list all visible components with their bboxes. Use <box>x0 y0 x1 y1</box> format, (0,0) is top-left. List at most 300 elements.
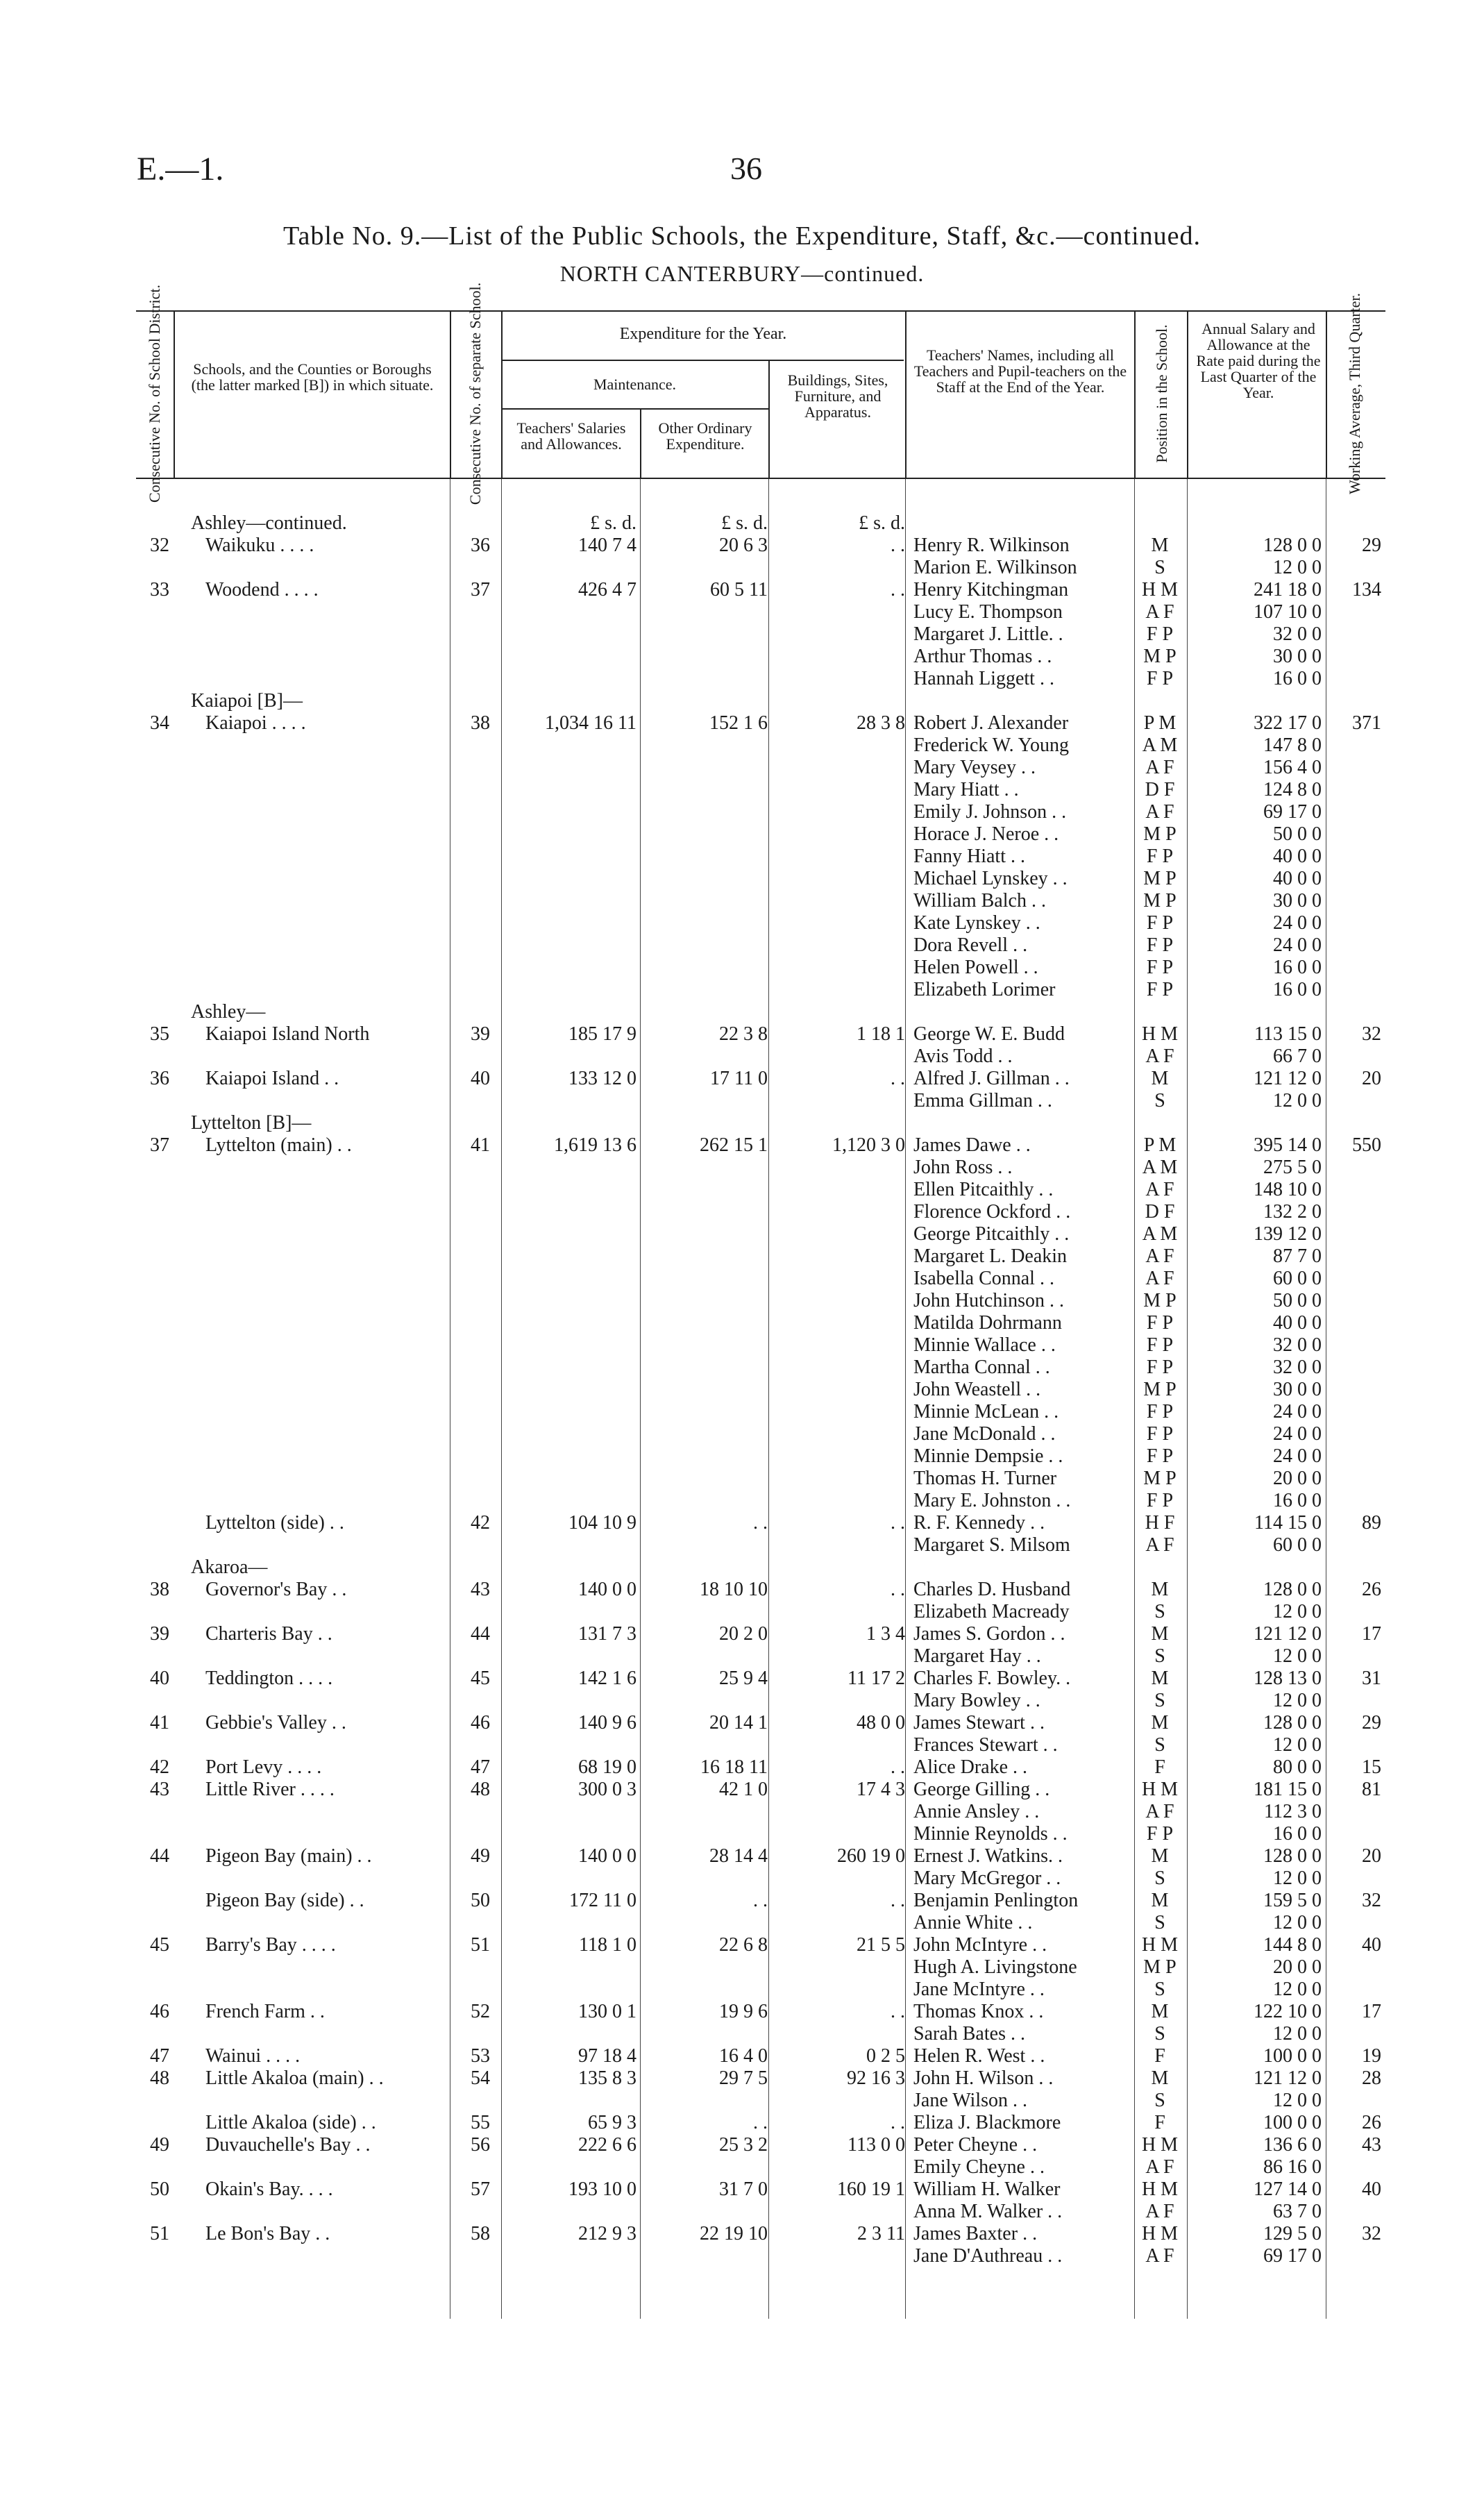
currency-header-salaries: £ s. d. <box>590 512 636 534</box>
buildings-cell: . . <box>891 2112 905 2133</box>
position-cell: P M <box>1143 1134 1177 1156</box>
teacher-name-cell: Henry R. Wilkinson <box>913 535 1070 556</box>
school-name-cell: French Farm . . <box>205 2001 325 2022</box>
other-expenditure-cell: 28 14 4 <box>709 1845 768 1867</box>
position-cell: A F <box>1145 1179 1174 1200</box>
annual-salary-cell: 12 0 0 <box>1273 1645 1322 1667</box>
table-row <box>0 1445 1484 1468</box>
teacher-name-cell: Marion E. Wilkinson <box>913 557 1077 578</box>
teacher-name-cell: Mary E. Johnston . . <box>913 1490 1071 1511</box>
district-no-cell: 38 <box>150 1579 169 1600</box>
table-subtitle: NORTH CANTERBURY—continued. <box>559 261 925 286</box>
buildings-cell: 260 19 0 <box>837 1845 905 1867</box>
buildings-cell: 160 19 1 <box>837 2179 905 2200</box>
buildings-cell: . . <box>891 1756 905 1778</box>
table-row <box>0 1690 1484 1712</box>
teacher-name-cell: Mary Hiatt . . <box>913 779 1019 800</box>
header-separate-no: Consecutive No. of separate School. <box>466 282 484 505</box>
teacher-name-cell: Jane D'Authreau . . <box>913 2245 1063 2267</box>
teacher-name-cell: James Stewart . . <box>913 1712 1045 1734</box>
table-row <box>0 1179 1484 1201</box>
position-cell: S <box>1154 2090 1165 2111</box>
position-cell: M <box>1151 1668 1169 1689</box>
currency-header-buildings: £ s. d. <box>859 512 905 534</box>
teacher-name-cell: Charles F. Bowley. . <box>913 1668 1071 1689</box>
buildings-cell: . . <box>891 1890 905 1911</box>
table-row <box>0 1268 1484 1290</box>
working-average-cell: 26 <box>1362 1579 1381 1600</box>
table-row <box>0 846 1484 868</box>
table-row <box>0 1090 1484 1112</box>
position-cell: H M <box>1141 2179 1179 2200</box>
buildings-cell: 28 3 8 <box>857 712 905 734</box>
position-cell: A F <box>1145 601 1174 623</box>
school-name-cell: Little River . . . . <box>205 1779 335 1800</box>
other-expenditure-cell: 20 2 0 <box>719 1623 768 1645</box>
position-cell: M <box>1151 1623 1169 1645</box>
page-number: 36 <box>730 151 762 186</box>
annual-salary-cell: 12 0 0 <box>1273 1912 1322 1933</box>
teacher-name-cell: Florence Ockford . . <box>913 1201 1071 1223</box>
table-row <box>0 1290 1484 1312</box>
teacher-name-cell: R. F. Kennedy . . <box>913 1512 1045 1534</box>
position-cell: D F <box>1145 779 1175 800</box>
table-row <box>0 2223 1484 2245</box>
other-expenditure-cell: 262 15 1 <box>700 1134 768 1156</box>
annual-salary-cell: 12 0 0 <box>1273 1090 1322 1111</box>
annual-salary-cell: 129 5 0 <box>1263 2223 1322 2244</box>
annual-salary-cell: 16 0 0 <box>1273 957 1322 978</box>
annual-salary-cell: 16 0 0 <box>1273 1823 1322 1845</box>
annual-salary-cell: 139 12 0 <box>1254 1223 1322 1245</box>
annual-salary-cell: 20 0 0 <box>1273 1956 1322 1978</box>
annual-salary-cell: 16 0 0 <box>1273 668 1322 689</box>
district-no-cell: 33 <box>150 579 169 601</box>
header-teachers: Teachers' Names, including all Teachers and Pupil-teachers on the Staff at the End of the Year. <box>913 346 1127 396</box>
salaries-cell: 426 4 7 <box>578 579 636 601</box>
teacher-name-cell: Kate Lynskey . . <box>913 912 1040 934</box>
school-name-cell: Lyttelton (side) . . <box>205 1512 344 1534</box>
table-row <box>0 601 1484 623</box>
position-cell: A M <box>1142 735 1178 756</box>
table-row <box>0 1401 1484 1423</box>
header-top-rule <box>136 310 1385 312</box>
table-row <box>0 512 1484 535</box>
teacher-name-cell: Hugh A. Livingstone <box>913 1956 1077 1978</box>
teacher-name-cell: Margaret Hay . . <box>913 1645 1041 1667</box>
teacher-name-cell: William Balch . . <box>913 890 1046 912</box>
position-cell: M P <box>1143 1956 1177 1978</box>
annual-salary-cell: 241 18 0 <box>1254 579 1322 601</box>
buildings-cell: 2 3 11 <box>857 2223 905 2244</box>
annual-salary-cell: 24 0 0 <box>1273 912 1322 934</box>
table-row <box>0 2001 1484 2023</box>
position-cell: F P <box>1146 979 1174 1000</box>
table-row <box>0 2201 1484 2223</box>
district-no-cell: 45 <box>150 1934 169 1956</box>
annual-salary-cell: 60 0 0 <box>1273 1534 1322 1556</box>
table-row <box>0 1890 1484 1912</box>
table-row <box>0 668 1484 690</box>
other-expenditure-cell: . . <box>753 2112 768 2133</box>
working-average-cell: 29 <box>1362 535 1381 556</box>
table-row <box>0 1979 1484 2001</box>
county-heading-cell: Ashley— <box>191 1001 266 1023</box>
position-cell: F P <box>1146 623 1174 645</box>
position-cell: M P <box>1143 823 1177 845</box>
teacher-name-cell: Frederick W. Young <box>913 735 1070 756</box>
school-name-cell: Kaiapoi . . . . <box>205 712 306 734</box>
teacher-name-cell: Benjamin Penlington <box>913 1890 1079 1911</box>
annual-salary-cell: 128 13 0 <box>1254 1668 1322 1689</box>
table-row <box>0 1357 1484 1379</box>
position-cell: F P <box>1146 1423 1174 1445</box>
other-expenditure-cell: 22 6 8 <box>719 1934 768 1956</box>
buildings-cell: . . <box>891 1579 905 1600</box>
position-cell: F P <box>1146 1357 1174 1378</box>
annual-salary-cell: 121 12 0 <box>1254 1623 1322 1645</box>
district-no-cell: 39 <box>150 1623 169 1645</box>
district-no-cell: 51 <box>150 2223 169 2244</box>
annual-salary-cell: 121 12 0 <box>1254 1068 1322 1089</box>
school-name-cell: Kaiapoi Island . . <box>205 1068 339 1089</box>
teacher-name-cell: Minnie Dempsie . . <box>913 1445 1063 1467</box>
district-no-cell: 50 <box>150 2179 169 2200</box>
table-row <box>0 1379 1484 1401</box>
buildings-cell: 1,120 3 0 <box>832 1134 905 1156</box>
teacher-name-cell: John McIntyre . . <box>913 1934 1047 1956</box>
other-expenditure-cell: 42 1 0 <box>719 1779 768 1800</box>
table-row <box>0 1245 1484 1268</box>
position-cell: H F <box>1145 1512 1175 1534</box>
annual-salary-cell: 63 7 0 <box>1273 2201 1322 2222</box>
position-cell: F P <box>1146 668 1174 689</box>
position-cell: H M <box>1141 1934 1179 1956</box>
other-expenditure-cell: 19 9 6 <box>719 2001 768 2022</box>
table-row <box>0 712 1484 735</box>
school-name-cell: Little Akaloa (main) . . <box>205 2067 384 2089</box>
separate-no-cell: 47 <box>471 1756 490 1778</box>
school-name-cell: Duvauchelle's Bay . . <box>205 2134 371 2156</box>
teacher-name-cell: James S. Gordon . . <box>913 1623 1065 1645</box>
buildings-cell: 113 0 0 <box>848 2134 905 2156</box>
salaries-cell: 1,619 13 6 <box>554 1134 636 1156</box>
position-cell: M P <box>1143 1468 1177 1489</box>
table-row <box>0 1334 1484 1357</box>
position-cell: A F <box>1145 757 1174 778</box>
annual-salary-cell: 20 0 0 <box>1273 1468 1322 1489</box>
teacher-name-cell: Hannah Liggett . . <box>913 668 1054 689</box>
separate-no-cell: 49 <box>471 1845 490 1867</box>
table-row <box>0 979 1484 1001</box>
header-school: Schools, and the Counties or Boroughs (the latter marked [B]) in which situate. <box>191 360 434 394</box>
annual-salary-cell: 156 4 0 <box>1263 757 1322 778</box>
table-row <box>0 1601 1484 1623</box>
other-expenditure-cell: 25 9 4 <box>719 1668 768 1689</box>
annual-salary-cell: 60 0 0 <box>1273 1268 1322 1289</box>
annual-salary-cell: 107 10 0 <box>1254 601 1322 623</box>
table-row <box>0 1579 1484 1601</box>
table-row <box>0 801 1484 823</box>
position-cell: S <box>1154 1867 1165 1889</box>
working-average-cell: 17 <box>1362 2001 1381 2022</box>
annual-salary-cell: 30 0 0 <box>1273 890 1322 912</box>
salaries-cell: 185 17 9 <box>568 1023 636 1045</box>
teacher-name-cell: Jane Wilson . . <box>913 2090 1028 2111</box>
working-average-cell: 81 <box>1362 1779 1381 1800</box>
school-name-cell: Okain's Bay. . . . <box>205 2179 333 2200</box>
district-no-cell: 48 <box>150 2067 169 2089</box>
separate-no-cell: 52 <box>471 2001 490 2022</box>
annual-salary-cell: 12 0 0 <box>1273 2023 1322 2045</box>
annual-salary-cell: 24 0 0 <box>1273 1445 1322 1467</box>
position-cell: M <box>1151 1579 1169 1600</box>
position-cell: S <box>1154 1645 1165 1667</box>
table-row <box>0 1157 1484 1179</box>
teacher-name-cell: Frances Stewart . . <box>913 1734 1058 1756</box>
annual-salary-cell: 124 8 0 <box>1263 779 1322 800</box>
annual-salary-cell: 12 0 0 <box>1273 2090 1322 2111</box>
county-heading-cell: Lyttelton [B]— <box>191 1112 312 1134</box>
position-cell: M P <box>1143 1379 1177 1400</box>
district-no-cell: 47 <box>150 2045 169 2067</box>
header-district-no: Consecutive No. of School District. <box>146 284 163 503</box>
teacher-name-cell: Peter Cheyne . . <box>913 2134 1038 2156</box>
col-divider <box>640 408 641 478</box>
teacher-name-cell: Emily J. Johnson . . <box>913 801 1067 823</box>
annual-salary-cell: 159 5 0 <box>1263 1890 1322 1911</box>
teacher-name-cell: William H. Walker <box>913 2179 1061 2200</box>
teacher-name-cell: Dora Revell . . <box>913 934 1028 956</box>
annual-salary-cell: 30 0 0 <box>1273 646 1322 667</box>
teacher-name-cell: Horace J. Neroe . . <box>913 823 1059 845</box>
working-average-cell: 43 <box>1362 2134 1381 2156</box>
other-expenditure-cell: . . <box>753 1890 768 1911</box>
teacher-name-cell: Helen Powell . . <box>913 957 1038 978</box>
position-cell: M <box>1151 2067 1169 2089</box>
separate-no-cell: 54 <box>471 2067 490 2089</box>
teacher-name-cell: Mary McGregor . . <box>913 1867 1061 1889</box>
working-average-cell: 32 <box>1362 2223 1381 2244</box>
table-row <box>0 1934 1484 1956</box>
teacher-name-cell: Emily Cheyne . . <box>913 2156 1045 2178</box>
position-cell: F P <box>1146 1334 1174 1356</box>
table-row <box>0 1046 1484 1068</box>
working-average-cell: 20 <box>1362 1845 1381 1867</box>
expenditure-rule <box>501 360 904 361</box>
other-expenditure-cell: 22 19 10 <box>700 2223 768 2244</box>
separate-no-cell: 37 <box>471 579 490 601</box>
teacher-name-cell: Isabella Connal . . <box>913 1268 1054 1289</box>
table-row <box>0 1845 1484 1867</box>
table-row <box>0 1712 1484 1734</box>
school-name-cell: Waikuku . . . . <box>205 535 314 556</box>
teacher-name-cell: Annie Ansley . . <box>913 1801 1040 1822</box>
col-divider <box>768 360 770 478</box>
teacher-name-cell: Arthur Thomas . . <box>913 646 1052 667</box>
position-cell: A F <box>1145 801 1174 823</box>
school-name-cell: Governor's Bay . . <box>205 1579 347 1600</box>
separate-no-cell: 55 <box>471 2112 490 2133</box>
table-row <box>0 890 1484 912</box>
table-row <box>0 1512 1484 1534</box>
other-expenditure-cell: 31 7 0 <box>719 2179 768 2200</box>
annual-salary-cell: 12 0 0 <box>1273 1690 1322 1711</box>
annual-salary-cell: 40 0 0 <box>1273 868 1322 889</box>
teacher-name-cell: Robert J. Alexander <box>913 712 1069 734</box>
working-average-cell: 26 <box>1362 2112 1381 2133</box>
teacher-name-cell: Margaret L. Deakin <box>913 1245 1068 1267</box>
position-cell: A M <box>1142 1223 1178 1245</box>
table-row <box>0 535 1484 557</box>
table-row <box>0 779 1484 801</box>
table-row <box>0 1823 1484 1845</box>
other-expenditure-cell: 17 11 0 <box>710 1068 768 1089</box>
annual-salary-cell: 147 8 0 <box>1263 735 1322 756</box>
separate-no-cell: 50 <box>471 1890 490 1911</box>
position-cell: S <box>1154 1601 1165 1622</box>
other-expenditure-cell: 16 18 11 <box>700 1756 768 1778</box>
position-cell: F P <box>1146 934 1174 956</box>
annual-salary-cell: 40 0 0 <box>1273 846 1322 867</box>
table-row <box>0 2045 1484 2067</box>
teacher-name-cell: Alfred J. Gillman . . <box>913 1068 1070 1089</box>
teacher-name-cell: Lucy E. Thompson <box>913 601 1063 623</box>
district-no-cell: 46 <box>150 2001 169 2022</box>
table-row <box>0 1956 1484 1979</box>
annual-salary-cell: 128 0 0 <box>1263 1579 1322 1600</box>
position-cell: F P <box>1146 912 1174 934</box>
annual-salary-cell: 128 0 0 <box>1263 1712 1322 1734</box>
teacher-name-cell: Annie White . . <box>913 1912 1033 1933</box>
working-average-cell: 550 <box>1352 1134 1381 1156</box>
table-row <box>0 735 1484 757</box>
table-row <box>0 690 1484 712</box>
working-average-cell: 32 <box>1362 1023 1381 1045</box>
teacher-name-cell: James Dawe . . <box>913 1134 1031 1156</box>
separate-no-cell: 58 <box>471 2223 490 2244</box>
position-cell: M P <box>1143 868 1177 889</box>
other-expenditure-cell: . . <box>753 1512 768 1534</box>
table-row <box>0 1801 1484 1823</box>
teacher-name-cell: Matilda Dohrmann <box>913 1312 1062 1334</box>
annual-salary-cell: 275 5 0 <box>1263 1157 1322 1178</box>
buildings-cell: 1 3 4 <box>866 1623 905 1645</box>
buildings-cell: 17 4 3 <box>857 1779 905 1800</box>
salaries-cell: 133 12 0 <box>568 1068 636 1089</box>
salaries-cell: 104 10 9 <box>568 1512 636 1534</box>
teacher-name-cell: Elizabeth Lorimer <box>913 979 1056 1000</box>
maintenance-rule <box>501 408 768 410</box>
salaries-cell: 222 6 6 <box>578 2134 636 2156</box>
header-expenditure: Expenditure for the Year. <box>619 325 787 343</box>
position-cell: M <box>1151 1890 1169 1911</box>
salaries-cell: 1,034 16 11 <box>545 712 636 734</box>
annual-salary-cell: 128 0 0 <box>1263 1845 1322 1867</box>
buildings-cell: 0 2 5 <box>866 2045 905 2067</box>
district-no-cell: 34 <box>150 712 169 734</box>
working-average-cell: 28 <box>1362 2067 1381 2089</box>
header-salaries: Teachers' Salaries and Allowances. <box>516 419 626 453</box>
separate-no-cell: 44 <box>471 1623 490 1645</box>
annual-salary-cell: 87 7 0 <box>1273 1245 1322 1267</box>
table-title: Table No. 9.—List of the Public Schools, the Expenditure, Staff, &c.—continued. <box>283 221 1201 251</box>
position-cell: M <box>1151 535 1169 556</box>
teacher-name-cell: Anna M. Walker . . <box>913 2201 1063 2222</box>
position-cell: M P <box>1143 890 1177 912</box>
table-row <box>0 1668 1484 1690</box>
table-row <box>0 1490 1484 1512</box>
separate-no-cell: 51 <box>471 1934 490 1956</box>
header-buildings: Buildings, Sites, Furniture, and Apparatus. <box>787 371 888 421</box>
position-cell: A F <box>1145 1268 1174 1289</box>
annual-salary-cell: 40 0 0 <box>1273 1312 1322 1334</box>
working-average-cell: 32 <box>1362 1890 1381 1911</box>
annual-salary-cell: 148 10 0 <box>1254 1179 1322 1200</box>
teacher-name-cell: Fanny Hiatt . . <box>913 846 1025 867</box>
position-cell: F P <box>1146 957 1174 978</box>
working-average-cell: 31 <box>1362 1668 1381 1689</box>
position-cell: F P <box>1146 1401 1174 1422</box>
position-cell: M <box>1151 1712 1169 1734</box>
annual-salary-cell: 24 0 0 <box>1273 1423 1322 1445</box>
school-name-cell: Lyttelton (main) . . <box>205 1134 352 1156</box>
teacher-name-cell: Margaret J. Little. . <box>913 623 1063 645</box>
annual-salary-cell: 12 0 0 <box>1273 1734 1322 1756</box>
header-maintenance: Maintenance. <box>593 376 677 393</box>
teacher-name-cell: Ellen Pitcaithly . . <box>913 1179 1054 1200</box>
district-no-cell: 40 <box>150 1668 169 1689</box>
table-row <box>0 1734 1484 1756</box>
school-name-cell: Gebbie's Valley . . <box>205 1712 346 1734</box>
other-expenditure-cell: 16 4 0 <box>719 2045 768 2067</box>
annual-salary-cell: 100 0 0 <box>1263 2112 1322 2133</box>
position-cell: F <box>1154 2112 1165 2133</box>
table-row <box>0 1201 1484 1223</box>
county-heading-cell: Ashley—continued. <box>191 512 347 534</box>
other-expenditure-cell: 22 3 8 <box>719 1023 768 1045</box>
table-row <box>0 1645 1484 1668</box>
buildings-cell: . . <box>891 1068 905 1089</box>
annual-salary-cell: 50 0 0 <box>1273 823 1322 845</box>
table-row <box>0 868 1484 890</box>
school-name-cell: Barry's Bay . . . . <box>205 1934 336 1956</box>
annual-salary-cell: 12 0 0 <box>1273 557 1322 578</box>
district-no-cell: 41 <box>150 1712 169 1734</box>
salaries-cell: 97 18 4 <box>578 2045 636 2067</box>
col-divider <box>450 310 451 478</box>
separate-no-cell: 57 <box>471 2179 490 2200</box>
teacher-name-cell: Charles D. Husband <box>913 1579 1071 1600</box>
annual-salary-cell: 112 3 0 <box>1264 1801 1322 1822</box>
teacher-name-cell: Jane McIntyre . . <box>913 1979 1045 2000</box>
buildings-cell: 92 16 3 <box>847 2067 905 2089</box>
teacher-name-cell: Mary Bowley . . <box>913 1690 1040 1711</box>
header-annual: Annual Salary and Allowance at the Rate paid during the Last Quarter of the Year. <box>1196 320 1321 401</box>
position-cell: M <box>1151 1068 1169 1089</box>
salaries-cell: 300 0 3 <box>578 1779 636 1800</box>
separate-no-cell: 53 <box>471 2045 490 2067</box>
table-row <box>0 2179 1484 2201</box>
district-no-cell: 42 <box>150 1756 169 1778</box>
working-average-cell: 371 <box>1352 712 1381 734</box>
working-average-cell: 20 <box>1362 1068 1381 1089</box>
col-divider <box>174 310 175 478</box>
position-cell: M P <box>1143 1290 1177 1311</box>
salaries-cell: 193 10 0 <box>568 2179 636 2200</box>
buildings-cell: 21 5 5 <box>857 1934 905 1956</box>
school-name-cell: Pigeon Bay (main) . . <box>205 1845 372 1867</box>
